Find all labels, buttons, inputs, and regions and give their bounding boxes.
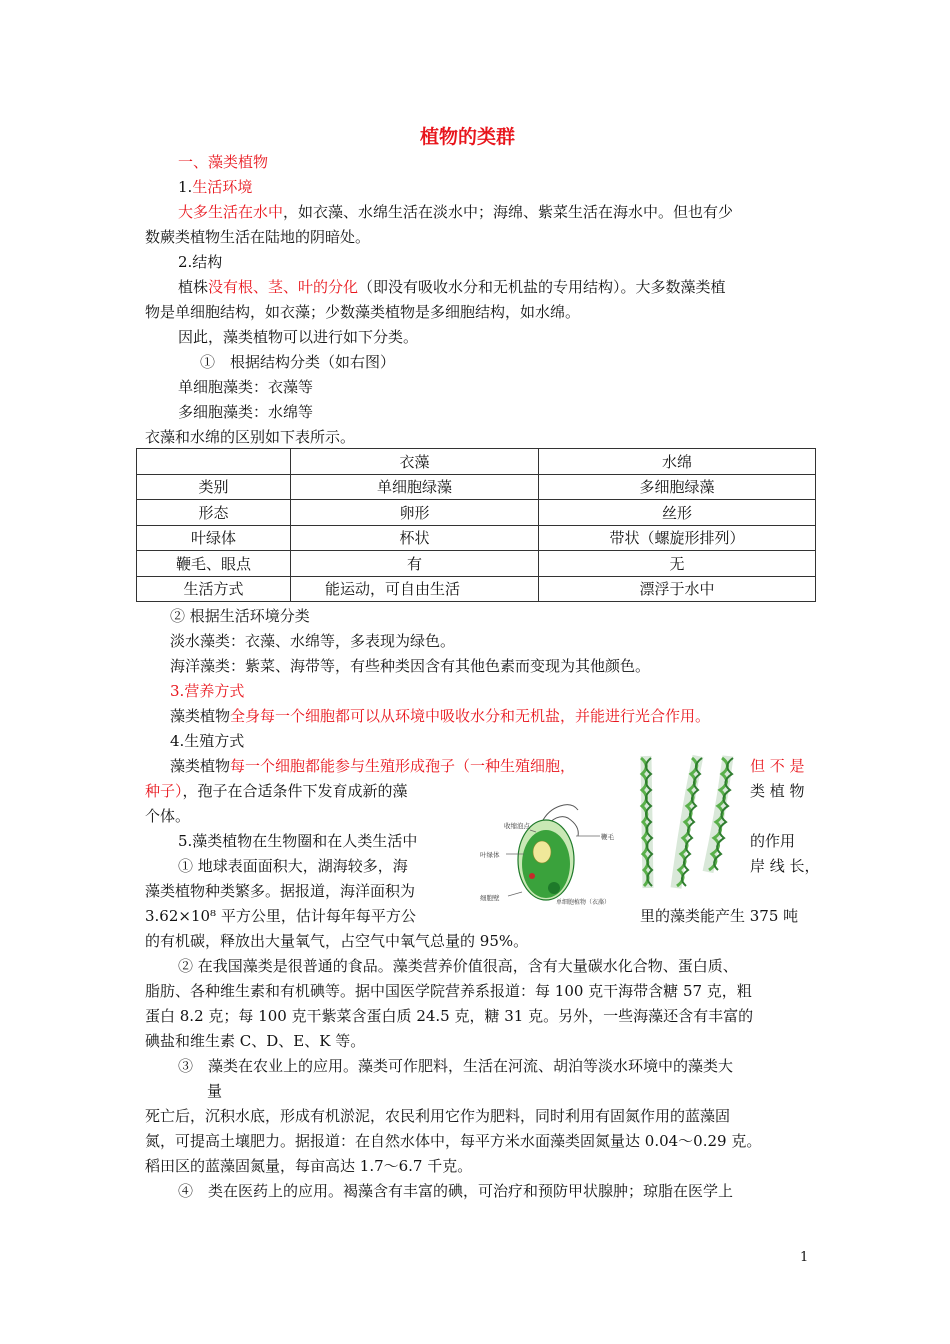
table-cell: 漂浮于水中 bbox=[539, 576, 816, 602]
paragraph-role3-line2: 死亡后，沉积水底，形成有机淤泥，农民利用它作为肥料，同时利用有固氮作用的蓝藻固 bbox=[145, 1107, 731, 1125]
table-header-cell bbox=[137, 449, 291, 475]
paragraph-role2-line3: 蛋白 8.2 克；每 100 克干紫菜含蛋白质 24.5 克，糖 31 克。另外，一些海藻还含有丰富的 bbox=[145, 1007, 754, 1025]
body-text: 藻类植物 bbox=[170, 757, 231, 775]
table-row bbox=[137, 500, 816, 526]
table-cell: 单细胞绿藻 bbox=[291, 474, 539, 500]
multicellular-algae: 多细胞藻类：水绵等 bbox=[178, 403, 314, 421]
subheading-structure: 2.结构 bbox=[178, 253, 223, 271]
classification-by-environment: ② 根据生活环境分类 bbox=[170, 607, 310, 625]
page-number: 1 bbox=[800, 1250, 809, 1265]
paragraph-role3-line3: 氮，可提高土壤肥力。据报道：在自然水体中，每平方米水面藻类固氮量达 0.04～0.29 克。 bbox=[145, 1132, 762, 1150]
table-intro: 衣藻和水绵的区别如下表所示。 bbox=[145, 428, 356, 446]
table-row bbox=[137, 551, 816, 577]
highlight-text: 大多生活在水中 bbox=[178, 203, 284, 221]
paragraph-role1-line3-right: 里的藻类能产生 375 吨 bbox=[640, 907, 799, 925]
body-text: 藻类植物 bbox=[170, 707, 231, 725]
chlamydomonas-figure bbox=[470, 792, 630, 914]
table-cell: 丝形 bbox=[539, 500, 816, 526]
nucleus-shape bbox=[533, 841, 551, 863]
eyespot-shape bbox=[529, 873, 535, 879]
table-cell: 多细胞绿藻 bbox=[539, 474, 816, 500]
paragraph-role1-line3: 3.62×10⁸ 平方公里，估计每年每平方公 bbox=[145, 907, 416, 925]
subheading-text: 生活环境 bbox=[192, 178, 253, 196]
highlight-text: 每一个细胞都能参与生殖形成孢子（一种生殖细胞， bbox=[230, 757, 576, 775]
paragraph-role4-line1: ④ 类在医药上的应用。褐藻含有丰富的碘，可治疗和预防甲状腺肿；琼脂在医学上 bbox=[178, 1182, 734, 1200]
table-header-cell: 水绵 bbox=[539, 449, 816, 475]
subheading-number: 1. bbox=[178, 178, 193, 196]
table-cell: 有 bbox=[291, 551, 539, 577]
body-text: ，如衣藻、水绵生活在淡水中；海绵、紫菜生活在海水中。但也有少 bbox=[283, 203, 734, 221]
paragraph-role3-line1: ③ 藻类在农业上的应用。藻类可作肥料，生活在河流、胡泊等淡水环境中的藻类大 bbox=[178, 1057, 734, 1075]
table-cell: 带状（螺旋形排列） bbox=[539, 525, 816, 551]
paragraph-reproduction-line2-right: 类 植 物 bbox=[750, 782, 805, 800]
freshwater-algae: 淡水藻类：衣藻、水绵等，多表现为绿色。 bbox=[170, 632, 456, 650]
paragraph-structure-line1 bbox=[178, 277, 726, 297]
paragraph-reproduction-line3: 个体。 bbox=[145, 807, 191, 825]
subheading-number: 3. bbox=[170, 682, 185, 700]
filament-right bbox=[708, 756, 733, 872]
marine-algae: 海洋藻类：紫菜、海带等，有些种类因含有其他色素而变现为其他颜色。 bbox=[170, 657, 651, 675]
paragraph-thus: 因此，藻类植物可以进行如下分类。 bbox=[178, 328, 419, 346]
highlight-text: 种子） bbox=[145, 782, 183, 800]
flagellum-left bbox=[542, 805, 578, 822]
table-row bbox=[137, 525, 816, 551]
table-cell: 能运动，可自由生活 bbox=[291, 576, 539, 602]
paragraph-environment-line1 bbox=[178, 202, 733, 222]
subheading-role-right: 的作用 bbox=[750, 832, 796, 850]
subheading-nutrition bbox=[170, 681, 244, 701]
table-cell: 形态 bbox=[137, 500, 291, 526]
paragraph-environment-line2: 数蕨类植物生活在陆地的阴暗处。 bbox=[145, 228, 371, 246]
body-text: （即没有吸收水分和无机盐的专用结构）。大多数藻类植 bbox=[358, 278, 726, 296]
table-cell: 叶绿体 bbox=[137, 525, 291, 551]
spirogyra-figure bbox=[636, 752, 746, 892]
figure-label-chloroplast: 叶绿体 bbox=[480, 852, 500, 859]
table-row bbox=[137, 474, 816, 500]
paragraph-role2-line1: ② 在我国藻类是很普通的食品。藻类营养价值很高，含有大量碳水化合物、蛋白质、 bbox=[178, 957, 738, 975]
subheading-environment bbox=[178, 177, 252, 197]
table-cell: 鞭毛、眼点 bbox=[137, 551, 291, 577]
paragraph-reproduction-line1-right: 但 不 是 bbox=[750, 757, 805, 775]
paragraph-structure-line2: 物是单细胞结构，如衣藻；少数藻类植物是多细胞结构，如水绵。 bbox=[145, 303, 581, 321]
unicellular-algae: 单细胞藻类：衣藻等 bbox=[178, 378, 314, 396]
section-heading-algae: 一、藻类植物 bbox=[178, 153, 269, 171]
table-header-cell: 衣藻 bbox=[291, 449, 539, 475]
table-cell: 生活方式 bbox=[137, 576, 291, 602]
paragraph-reproduction-line1 bbox=[170, 756, 575, 776]
table-cell: 杯状 bbox=[291, 525, 539, 551]
highlight-text: 没有根、茎、叶的分化 bbox=[208, 278, 359, 296]
filament-middle bbox=[676, 756, 702, 888]
table-header-row bbox=[137, 449, 816, 475]
paragraph-nutrition bbox=[170, 706, 710, 726]
figure-caption: 单细胞植物（衣藻） bbox=[556, 900, 611, 906]
table-cell: 无 bbox=[539, 551, 816, 577]
chloroplast-shape bbox=[522, 830, 570, 898]
figure-label-contractile-vacuole: 收缩泡点 bbox=[504, 823, 530, 830]
paragraph-role3-line1b: 量 bbox=[207, 1082, 223, 1100]
paragraph-role1-line1: ① 地球表面面积大，湖海较多，海 bbox=[178, 857, 408, 875]
table-cell: 卵形 bbox=[291, 500, 539, 526]
page-title: 植物的类群 bbox=[420, 126, 516, 148]
figure-label-cell-wall: 细胞壁 bbox=[480, 895, 500, 902]
paragraph-role1-line2: 藻类植物种类繁多。据报道，海洋面积为 bbox=[145, 882, 416, 900]
classification-by-structure: ① 根据结构分类（如右图） bbox=[200, 353, 396, 371]
paragraph-role1-line4: 的有机碳，释放出大量氧气，占空气中氧气总量的 95%。 bbox=[145, 932, 529, 950]
subheading-reproduction: 4.生殖方式 bbox=[170, 732, 245, 750]
filament-left bbox=[641, 756, 652, 888]
body-text: ，孢子在合适条件下发育成新的藻 bbox=[182, 782, 408, 800]
paragraph-role2-line4: 碘盐和维生素 C、D、E、K 等。 bbox=[145, 1032, 366, 1050]
paragraph-role2-line2: 脂肪、各种维生素和有机碘等。据中国医学院营养系报道：每 100 克干海带含糖 57 克，粗 bbox=[145, 982, 752, 1000]
figure-label-flagellum: 鞭毛 bbox=[601, 834, 614, 841]
subheading-role-left: 5.藻类植物在生物圈和在人类生活中 bbox=[178, 832, 418, 850]
comparison-table bbox=[136, 448, 816, 602]
paragraph-role1-line1-right: 岸 线 长， bbox=[750, 857, 820, 875]
pyrenoid-shape bbox=[548, 882, 560, 894]
paragraph-reproduction-line2 bbox=[145, 781, 408, 801]
paragraph-role3-line4: 稻田区的蓝藻固氮量，每亩高达 1.7～6.7 千克。 bbox=[145, 1157, 473, 1175]
table-row bbox=[137, 576, 816, 602]
table-cell: 类别 bbox=[137, 474, 291, 500]
subheading-text: 营养方式 bbox=[184, 682, 245, 700]
body-text: 植株 bbox=[178, 278, 209, 296]
highlight-text: 全身每一个细胞都可以从环境中吸收水分和无机盐，并能进行光合作用。 bbox=[230, 707, 711, 725]
